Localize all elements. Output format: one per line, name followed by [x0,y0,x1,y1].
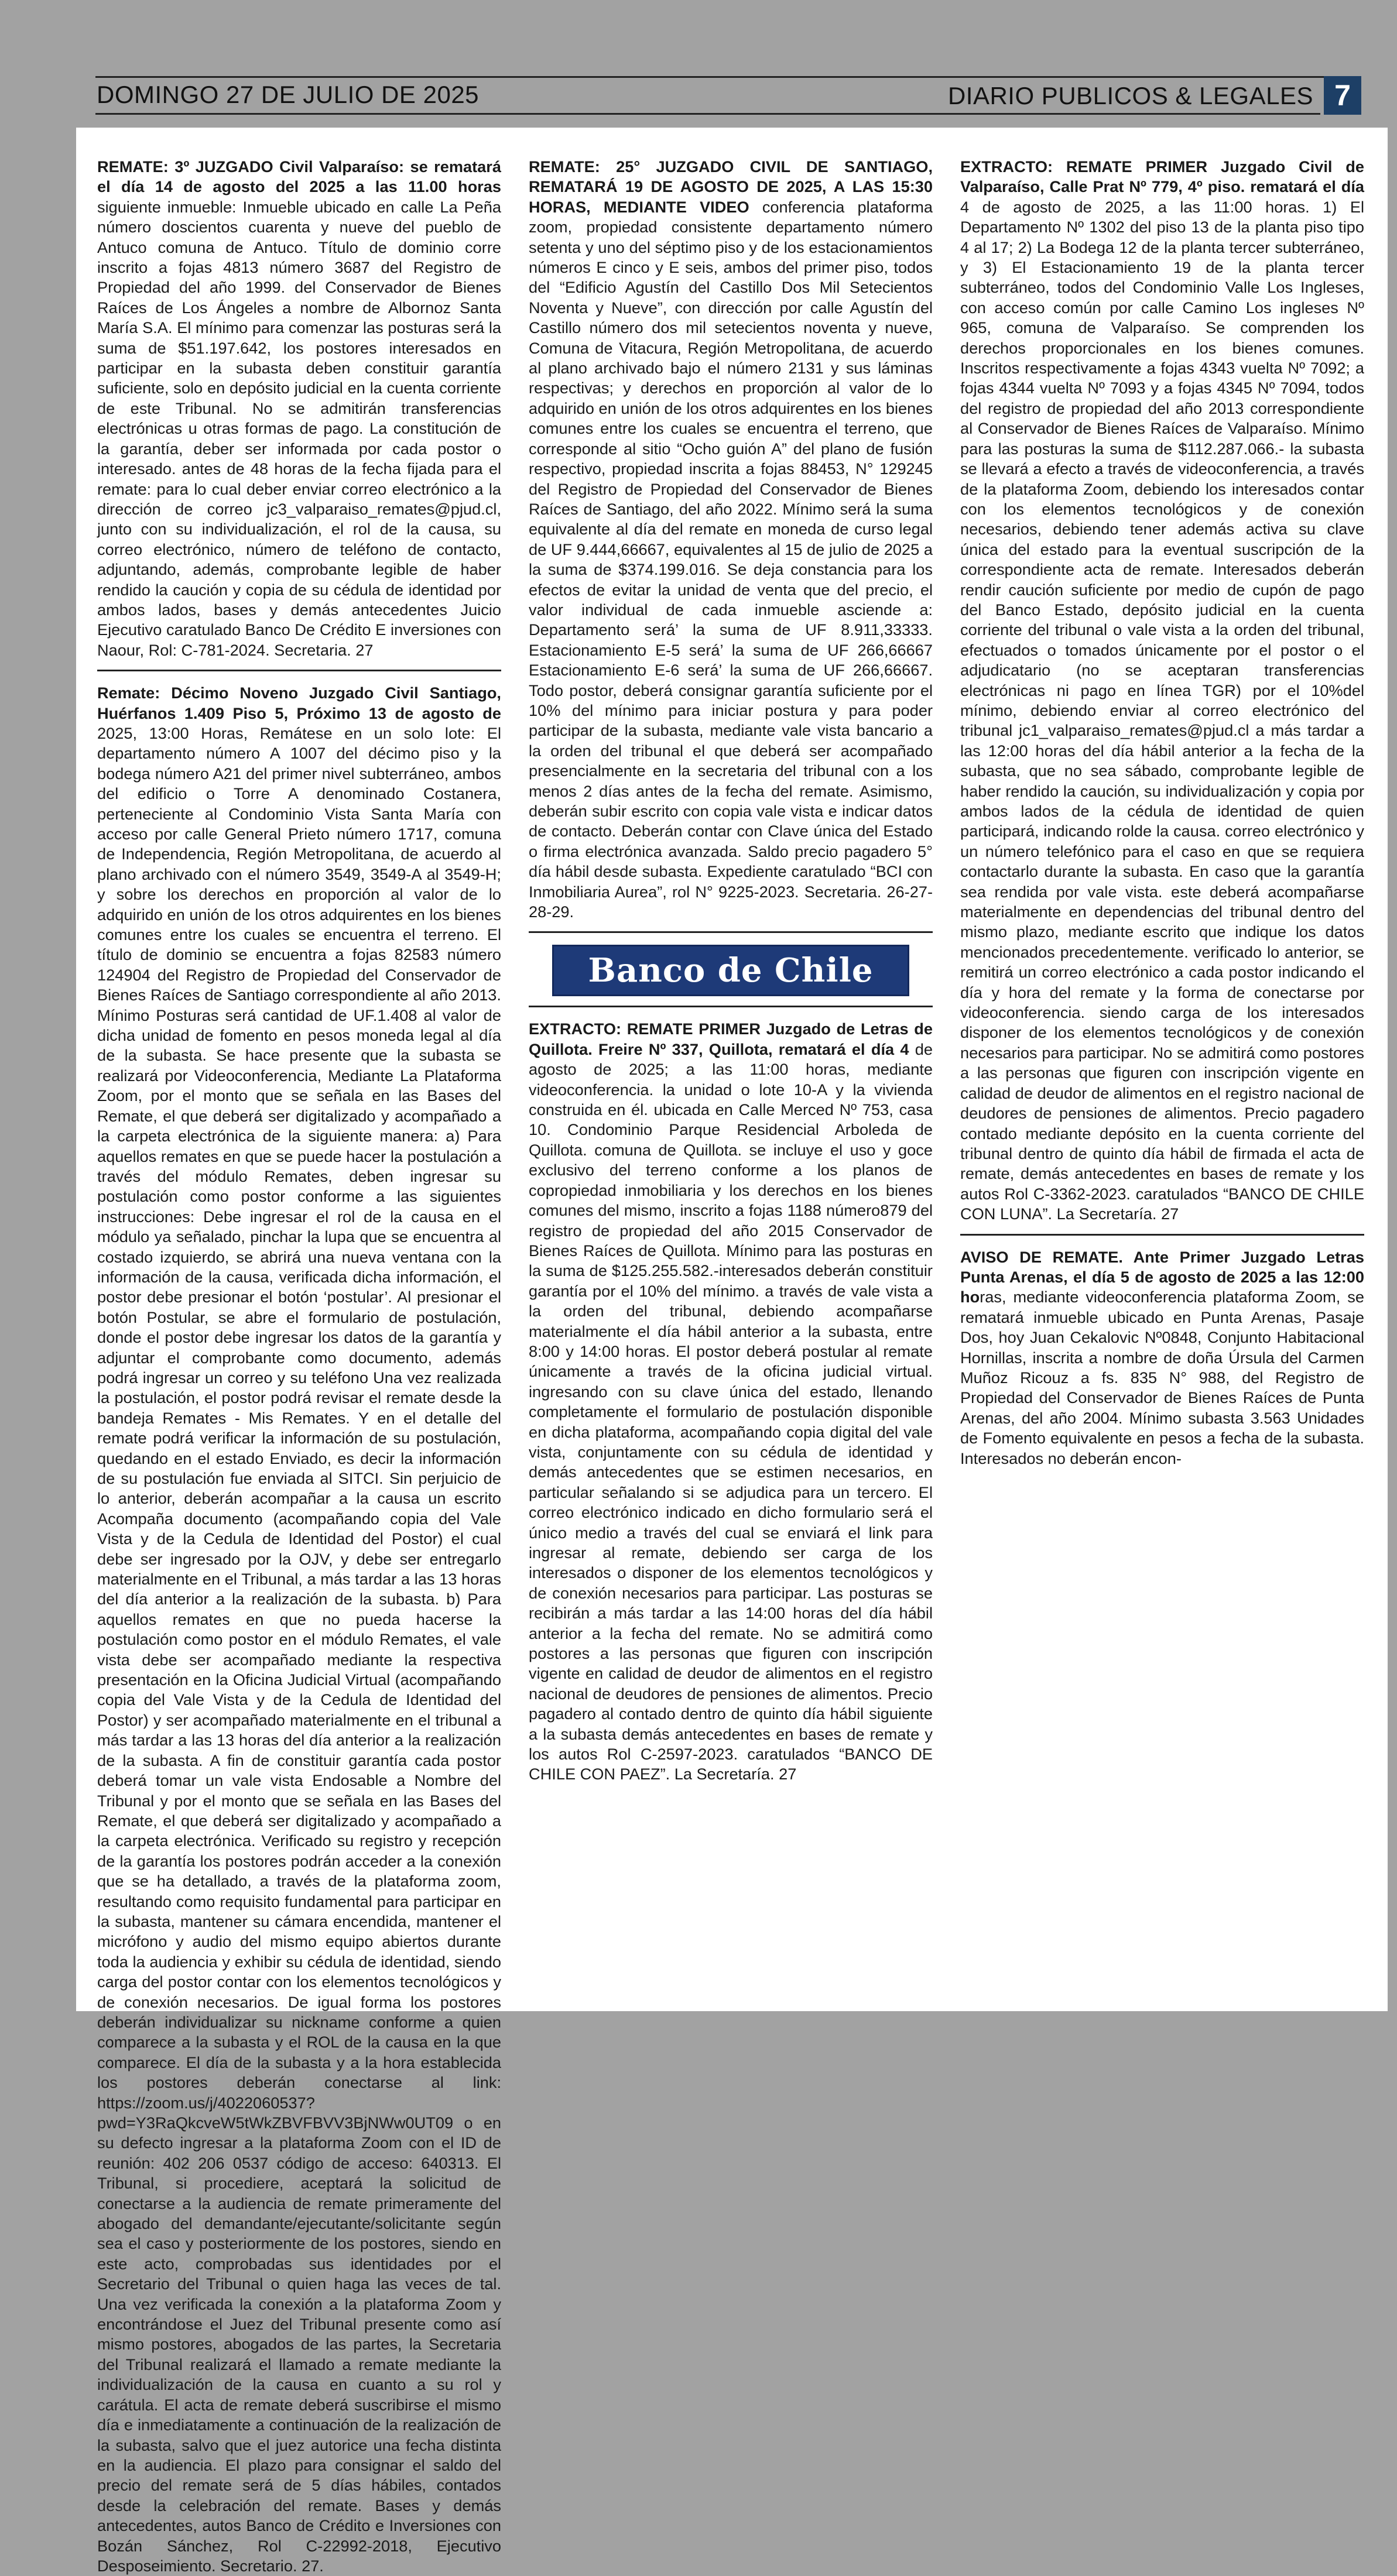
notice [529,1019,933,1784]
column-1 [97,157,501,2575]
notice [960,157,1364,1224]
notice-heading: EXTRACTO: REMATE PRIMER Juzgado Civil de Valparaíso, Calle Prat Nº 779, 4º piso. rematará el día [960,157,1364,196]
page-content [76,128,1388,2575]
notice-heading: AVISO DE REMATE. Ante Primer Juzgado Letras Punta Arenas, el día 5 de agosto de 2025 a las 12:00 ho [960,1247,1364,1306]
header-top-rule [95,76,1361,78]
notice [960,1247,1364,1469]
header-date: DOMINGO 27 DE JULIO DE 2025 [97,81,480,108]
notice-heading: EXTRACTO: REMATE PRIMER Juzgado de Letras de Quillota. Freire Nº 337, Quillota, rematará el día 4 [529,1020,933,1058]
notice [529,157,933,922]
notice-heading: REMATE: 25° JUZGADO CIVIL DE SANTIAGO, REMATARÁ 19 DE AGOSTO DE 2025, A LAS 15:30 HORAS, MEDIANTE VIDEO [529,157,933,216]
notice-divider [960,1234,1364,1236]
notice-body: conferencia plataforma zoom, propiedad consistente departamento número setenta y uno del séptimo piso y de los estacionamientos números E cinco y E seis, ambos del primer piso, todos del “Edificio Agustín del Castillo Dos Mil Setecientos Noventa y Nueve”, con dirección por calle Agustín del Castillo número dos mil setecientos noventa y nueve, Comuna de Vitacura, Región Metropolitana, de acuerdo al plano archivado bajo el número 2131 y sus láminas respectivas; y derechos en proporción al valor de lo adquirido en unión de los otros adquirentes en los bienes comunes entre los cuales se encuentra el terreno, que corresponde al sitio “Ocho guión A” del plano de fusión respectivo, propiedad inscrita a fojas 88453, N° 129245 del Registro de Propiedad del Conservador de Bienes Raíces de Santiago, del año 2022. Mínimo será la suma equivalente al día del remate en moneda de curso legal de UF 9.444,66667, equivalentes al 15 de julio de 2025 a la suma de $374.199.016. Se deja constancia para los efectos de evitar la unidad de venta que del precio, el valor individual de cada inmueble asciende a: Departamento será’ la suma de UF 8.911,33333. Estacionamiento E-5 será’ la suma de UF 266,66667 Estacionamiento E-6 será’ la suma de UF 266,66667. Todo postor, deberá consignar garantía suficiente por el 10% del mínimo para iniciar postura y para poder participar de la subasta, mediante vale vista bancario a la orden del tribunal el que deberá ser acompañado presencialmente en la secretaria del tribunal con a los menos 2 días antes de la fecha del remate. Asimismo, deberán subir escrito con copia vale vista e indicar datos de contacto. Deberán contar con Clave única del Estado o firma electrónica avanzada. Saldo precio pagadero 5° día hábil desde subasta. Expediente caratulado “BCI con Inmobiliaria Aurea”, rol N° 9225-2023. Secretaria. 26-27-28-29. [529,197,933,921]
notice-heading: REMATE: 3º JUZGADO Civil Valparaíso: se rematará el día 14 de agosto del 2025 a las 11.00 horas [97,157,501,196]
notice-divider [529,931,933,933]
page-number: 7 [1324,76,1361,115]
notice-body: ras, mediante videoconferencia plataforma Zoom, se rematará inmueble ubicado en Punta Arenas, Pasaje Dos, hoy Juan Cekalovic Nº0848, Conjunto Habitacional Hornillas, inscrita a nombre de doña Úrsula del Carmen Muñoz Ricouz a fs. 835 N° 988, del Registro de Propiedad del Conservador de Bienes Raíces de Punta Arenas, del año 2004. Mínimo subasta 3.563 Unidades de Fomento equivalente en pesos a fecha de la subasta. Interesados no deberán encon- [960,1288,1364,1467]
notice-remate-valparaiso-3 [97,157,501,660]
banco-de-chile-logo: Banco de Chile [552,945,909,996]
notice-body: siguiente inmueble: Inmueble ubicado en calle La Peña número doscientos cuarenta y nueve del pueblo de Antuco comuna de Antuco. Título de dominio corre inscrito a fojas 4813 número 3687 del Registro de Propiedad del año 1999. del Conservador de Bienes Raíces de Los Ángeles a nombre de Albornoz Santa María S.A. El mínimo para comenzar las posturas será la suma de $51.197.642, los postores interesados en participar en la subasta deben constituir garantía suficiente, solo en depósito judicial en la cuenta corriente de este Tribunal. No se admitirán transferencias electrónicas u otras formas de pago. La constitución de la garantía, deber ser informada por cada postor o interesado. antes de 48 horas de la fecha fijada para el remate: para lo cual deber enviar correo electrónico a la dirección de correo jc3_valparaiso_remates@pjud.cl, junto con su individualización, el rol de la causa, su correo electrónico, número de teléfono de contacto, adjuntando, además, comprobante legible de haber rendido la caución y copia de su cédula de identidad por ambos lados, bases y demás antecedentes Juicio Ejecutivo caratulado Banco De Crédito E inversiones con Naour, Rol: C-781-2024. Secretaria. 27 [97,197,501,659]
notice-heading: Remate: Décimo Noveno Juzgado Civil Santiago, Huérfanos 1.409 Piso 5, Próximo 13 de agosto de [97,684,501,722]
notice-continuation [960,157,1364,1469]
header-publication-title: DIARIO PUBLICOS & LEGALES [947,82,1313,109]
page-header [95,76,1361,115]
notice-body: 4 de agosto de 2025, a las 11:00 horas. 1) El Departamento Nº 1302 del piso 13 de la planta piso tipo 4 al 17; 2) La Bodega 12 de la planta tercer subterráneo, y 3) El Estacionamiento 19 de la planta tercer subterráneo, todos del Condominio Valle Los Ingleses, con acceso común por calle Camino Los ingleses Nº 965, comuna de Valparaíso. Se comprenden los derechos proporcionales en los bienes comunes. Inscritos respectivamente a fojas 4343 vuelta Nº 7092; a fojas 4344 vuelta Nº 7093 y a fojas 4345 Nº 7094, todos del registro de propiedad del año 2013 correspondiente al Conservador de Bienes Raíces de Valparaíso. Mínimo para las posturas la suma de $112.287.066.- la subasta se llevará a efecto a través de videoconferencia, a través de la plataforma Zoom, debiendo los interesados contar con los elementos tecnológicos y de conexión necesarios, debiendo tener además activa su clave única del estado para la eventual suscripción de la correspondiente acta de remate. Interesados deberán rendir caución suficiente por medio de cupón de pago del Banco Estado, depósito judicial en la cuenta corriente del tribunal o vale vista a la orden del tribunal, efectuados o tomados únicamente por el postor o el adjudicatario (no se aceptaran transferencias electrónicas ni pago en línea TGR) por el 10%del mínimo, debiendo enviar al correo electrónico del tribunal jc1_valparaiso_remates@pjud.cl a más tardar a las 12:00 horas del día hábil anterior a la fecha de la subasta, que no sea sábado, comprobante legible de haber rendido la caución, su individualización y copia por ambos lados de la cédula de identidad de quien participará, indicando rolde la causa. correo electrónico y un número telefónico para el caso en que se requiera contactarlo durante la subasta. En caso que la garantía sea rendida por vale vista. este deberá acompañarse materialmente en dependencias del tribunal dentro del mismo plazo, mediante escrito que indique los datos mencionados precedentemente. verificado lo anterior, se remitirá un correo electrónico a cada postor indicando el día y hora del remate y la forma de conectarse por videoconferencia. siendo carga de los interesados disponer de los elementos tecnológicos y de conexión necesarios para participar. No se admitirá como postores a las personas que figuren con inscripción vigente en calidad de deudor de alimentos en el registro nacional de deudores de pensiones de alimentos. Precio pagadero contado mediante depósito en la cuenta corriente del tribunal dentro de quinto día hábil de firmada el acta de remate, demás antecedentes en bases de remate y los autos Rol C-3362-2023. caratulados “BANCO DE CHILE CON LUNA”. La Secretaría. 27 [960,197,1364,1223]
notice-body: de agosto de 2025; a las 11:00 horas, mediante videoconferencia. la unidad o lote 10-A y la vivienda construida en él. ubicada en Calle Merced Nº 753, casa 10. Condominio Parque Residencial Arboleda de Quillota. comuna de Quillota. se incluye el uso y goce exclusivo del terreno conforme a los planos de copropiedad inmobiliaria y los derechos en los bienes comunes del mismo, inscrito a fojas 1188 número879 del registro de propiedad del año 2015 Conservador de Bienes Raíces de Quillota. Mínimo para las posturas en la suma de $125.255.582.-interesados deberán constituir garantía por el 10% del mínimo. a través de vale vista a la orden del tribunal, debiendo acompañarse materialmente el día hábil anterior a la subasta, entre 8:00 y 14:00 horas. El postor deberá postular al remate únicamente a través de la oficina judicial virtual. ingresando con su clave única del estado, llenando completamente el formulario de postulación disponible en dicha plataforma, acompañando copia digital del vale vista, conjuntamente con su cédula de identidad y demás antecedentes que se estimen necesarios, en particular señalando si se adjudica para un tercero. El correo electrónico indicado en dicho formulario será el único medio a través del cual se enviará el link para ingresar al remate, debiendo ser carga de los interesados o disponer de los elementos tecnológicos y de conexión necesarios para participar. Las posturas se recibirán a más tardar a las 14:00 horas del día hábil anterior a la fecha del remate. No se admitirá como postores a las personas que figuren con inscripción vigente en calidad de deudor de alimentos en el registro nacional de deudores de pensiones de alimentos. Precio pagadero al contado dentro de quinto día hábil siguiente a la subasta demás antecedentes en bases de remate y los autos Rol C-2597-2023. caratulados “BANCO DE CHILE CON PAEZ”. La Secretaría. 27 [529,1040,933,1783]
notice-continuation [529,157,933,1785]
notice-divider [97,670,501,671]
notice-divider [529,1006,933,1007]
column-3 [960,157,1364,2006]
notice-remate-santiago-19 [97,683,501,2576]
column-2 [529,157,933,2006]
header-bottom-rule [95,113,1320,115]
notice-body: 2025, 13:00 Horas, Remátese en un solo lote: El departamento número A 1007 del décimo piso y la bodega número A21 del primer nivel subterráneo, ambos del edificio o Torre A denominado Costanera, perteneciente al Condominio Vista Santa María con acceso por calle General Prieto número 1717, comuna de Independencia, Región Metropolitana, de acuerdo al plano archivado con el número 3549, 3549-A al 3549-H; y sobre los derechos en proporción al valor de lo adquirido en unión de los otros adquirentes en los bienes comunes entre los cuales se encuentra el terreno. El título de dominio se encuentra a fojas 82583 número 124904 del Registro de Propiedad del Conservador de Bienes Raíces de Santiago correspondiente al año 2013. Mínimo Posturas será cantidad de UF.1.408 al valor de dicha unidad de fomento en pesos moneda legal al día de la subasta. Se hace presente que la subasta se realizará por Videoconferencia, Mediante La Plataforma Zoom, por el monto que se señala en las Bases del Remate, el que deberá ser digitalizado y acompañado a la carpeta electrónica de la siguiente manera: a) Para aquellos remates en que se puede hacer la postulación a través del módulo Remates, deben ingresar su postulación como postor conforme a las siguientes instrucciones: Debe ingresar el rol de la causa en el módulo ya señalado, pinchar la lupa que se encuentra al costado izquierdo, se abrirá una nueva ventana con la información de la causa, verificada dicha información, el postor debe presionar el botón ‘postular’. Al presionar el botón Postular, se abre el formulario de postulación, donde el postor debe ingresar los datos de la garantía y adjuntar el comprobante como documento, además podrá ingresar un correo y su teléfono Una vez realizada la postulación, el postor podrá revisar el remate desde la bandeja Remates - Mis Remates. Y en el detalle del remate podrá verificar la información de su postulación, quedando en el estado Enviado, es decir la información de su postulación fue enviada al SITCI. Sin perjuicio de lo anterior, deberán acompañar a la causa un escrito Acompaña documento (acompañando copia del Vale Vista y de la Cedula de Identidad del Postor) el cual debe ser ingresado por la OJV, y debe ser entregarlo materialmente en el Tribunal, a más tardar a las 13 horas del día anterior a la realización de la subasta. b) Para aquellos remates en que no pueda hacerse la postulación como postor en el módulo Remates, el vale vista debe ser acompañado mediante la respectiva presentación en la Oficina Judicial Virtual (acompañando copia del Vale Vista y de la Cedula de Identidad del Postor) y ser acompañado materialmente en el tribunal a más tardar a las 13 horas del día anterior a la realización de la subasta. A fin de constituir garantía cada postor deberá tomar un vale vista Endosable a Nombre del Tribunal y por el monto que se señala en las Bases del Remate, el que deberá ser digitalizado y acompañado a la carpeta electrónica. Verificado su registro y recepción de la garantía los postores podrán acceder a la conexión que se ha detallado, a través de la plataforma zoom, resultando como requisito fundamental para participar en la subasta, mantener su cámara encendida, mantener el micrófono y audio del mismo equipo abiertos durante toda la audiencia y exhibir su cédula de identidad, siendo carga del postor contar con los elementos tecnológicos y de conexión necesarios. De igual forma los postores deberán individualizar su nickname conforme a quien comparece a la subasta y el ROL de la causa en la que comparece. El día de la subasta y a la hora establecida los postores deberán conectarse al link: https://zoom.us/j/4022060537?pwd=Y3RaQkcveW5tWkZBVFBVV3BjNWw0UT09 o en su defecto ingresar a la plataforma Zoom con el ID de reunión: 402 206 0537 código de acceso: 640313. El Tribunal, si procediere, aceptará la solicitud de conectarse a la audiencia de remate primeramente del abogado del demandante/ejecutante/solicitante según sea el caso y posteriormente de los postores, siendo en este acto, comprobadas sus identidades por el Secretario del Tribunal o quien haga las veces de tal. Una vez verificada la conexión a la plataforma Zoom y encontrándose el Juez del Tribunal presente como así mismo postores, abogados de las partes, la Secretaria del Tribunal realizará el llamado a remate mediante la individualización de la causa en cuanto a su rol y carátula. El acta de remate deberá suscribirse el mismo día e inmediatamente a continuación de la realización de la subasta, salvo que el juez autorice una fecha distinta en la audiencia. El plazo para consignar el saldo del precio del remate será de 5 días hábiles, contados desde la celebración del remate. Bases y demás antecedentes, autos Banco de Crédito e Inversiones con Bozán Sánchez, Rol C-22992-2018, Ejecutivo Desposeimiento. Secretario. 27. [97,723,501,2575]
